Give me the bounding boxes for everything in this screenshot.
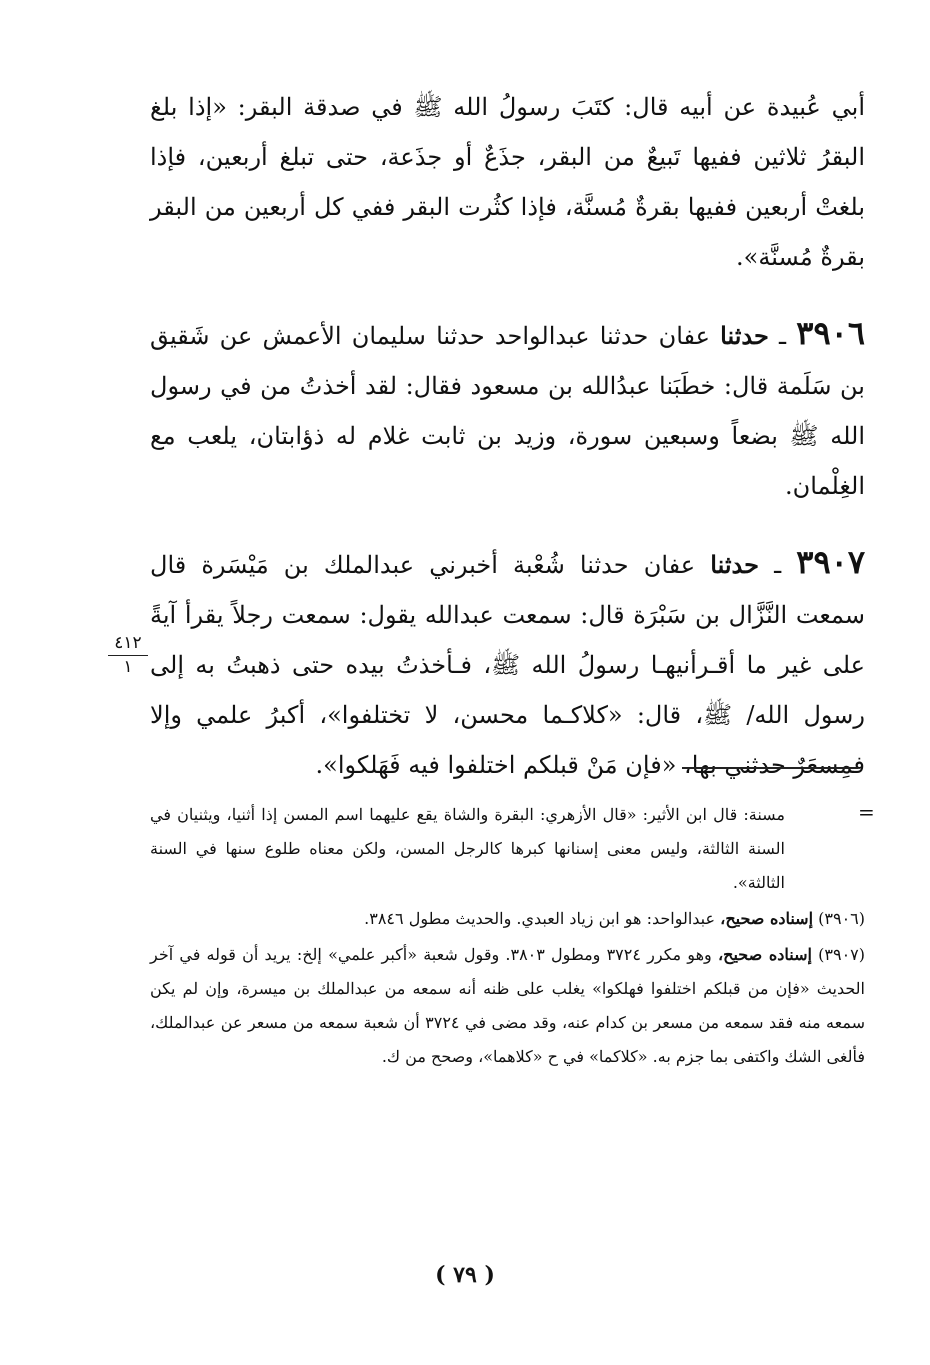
margin-ref-page: ٤١٢ [108, 632, 148, 656]
hadith-3906 [150, 308, 865, 511]
footnotes [150, 798, 865, 1076]
dash: ـ [768, 322, 787, 350]
footnote-text: وهو مكرر ٣٧٢٤ ومطول ٣٨٠٣. وقول شعبة «أكبر علمي» إلخ: يريد أن قوله في آخر الحديث «فإن من قبلكم اختلفوا فهلكوا» يغلب على ظنه أنه سمعه من عبدالملك بن ميسرة، وإن لم يكن سمعه منه فقد سمعه من مسعر بن كدام عنه، وقد مضى في ٣٧٢٤ أن شعبة سمعه من مسعر عن عبدالملك، فألغى الشك واكتفى بما جزم به. «كلاكما» في ح «كلاهما»، وصحح من ك. [150, 945, 866, 1066]
hadith-3907 [150, 537, 865, 790]
hadith-number: ٣٩٠٧ [796, 543, 865, 581]
dash: ـ [758, 551, 782, 579]
continuation-marker: = [858, 800, 875, 824]
hadith-text: عفان حدثنا عبدالواحد حدثنا سليمان الأعمش عن شَقيق بن سَلَمة قال: خطَبَنا عبدُالله بن مسعود فقال: لقد أخذتُ من في رسول الله ﷺ بضعاً وسبعين سورة، وزيد بن ثابت غلام له ذؤابتان، يلعب مع الغِلْمان. [150, 322, 865, 500]
paragraph-continuation: أبي عُبيدة عن أبيه قال: كتَبَ رسولُ الله ﷺ في صدقة البقر: «إذا بلغ البقرُ ثلاثين ففيها تَبيعٌ من البقر، جذَعٌ أو جذَعة، حتى تبلغ أربعين، فإذا بلغتْ أربعين ففيها بقرةٌ مُسنَّة، فإذا كثُرت البقر ففي كل أربعين من البقر بقرةٌ مُسنَّة». [150, 93, 865, 271]
footnote-number: (٣٩٠٦) [818, 909, 865, 928]
footnote-grade: إسناده صحيح، [717, 945, 812, 964]
continuation-text: مسنة: قال ابن الأثير: «قال الأزهري: البقرة والشاة يقع عليهما اسم المسن إذا أثنيا، ويثنيان في السنة الثالثة، وليس معنى إسنانها كبرها كالرجل المسن، ولكن معناه طلوع سنها في السنة الثالثة». [150, 805, 786, 892]
main-text [150, 82, 865, 816]
footnote-grade: إسناده صحيح، [720, 909, 814, 928]
margin-ref-volume: ١ [123, 657, 133, 677]
page-number: ( ٧٩ ) [435, 1262, 495, 1288]
footnote-text: عبدالواحد: هو ابن زياد العبدي. والحديث مطول ٣٨٤٦. [364, 909, 716, 928]
hadith-lead-word: حدثنا [710, 550, 759, 579]
footnote-separator [682, 767, 858, 769]
hadith-number: ٣٩٠٦ [796, 314, 865, 352]
footnote-number: (٣٩٠٧) [818, 945, 866, 964]
margin-page-reference [108, 632, 148, 678]
footnote-3907 [150, 938, 865, 1074]
footnote-continuation [150, 798, 865, 900]
footnote-3906 [150, 902, 865, 936]
hadith-lead-word: حدثنا [720, 321, 769, 350]
hadith-text: عفان حدثنا شُعْبة أخبرني عبدالملك بن مَيْسَرة قال سمعت النَّزَّال بن سَبْرَة قال: سمعت عبدالله يقول: سمعت رجلاً يقرأ آيةً على غير ما أقـرأنيهـا رسولُ الله ﷺ، فـأخذتُ بيده حتى ذهبتُ به إلى رسول الله/ ﷺ، قال: «كلاكـما محسن، لا تختلفوا»، أكبرُ علمي وإلا فمِسعَرٌ حدثني بها، «فإن مَنْ قبلكم اختلفوا فيه فَهَلكوا». [150, 551, 865, 779]
